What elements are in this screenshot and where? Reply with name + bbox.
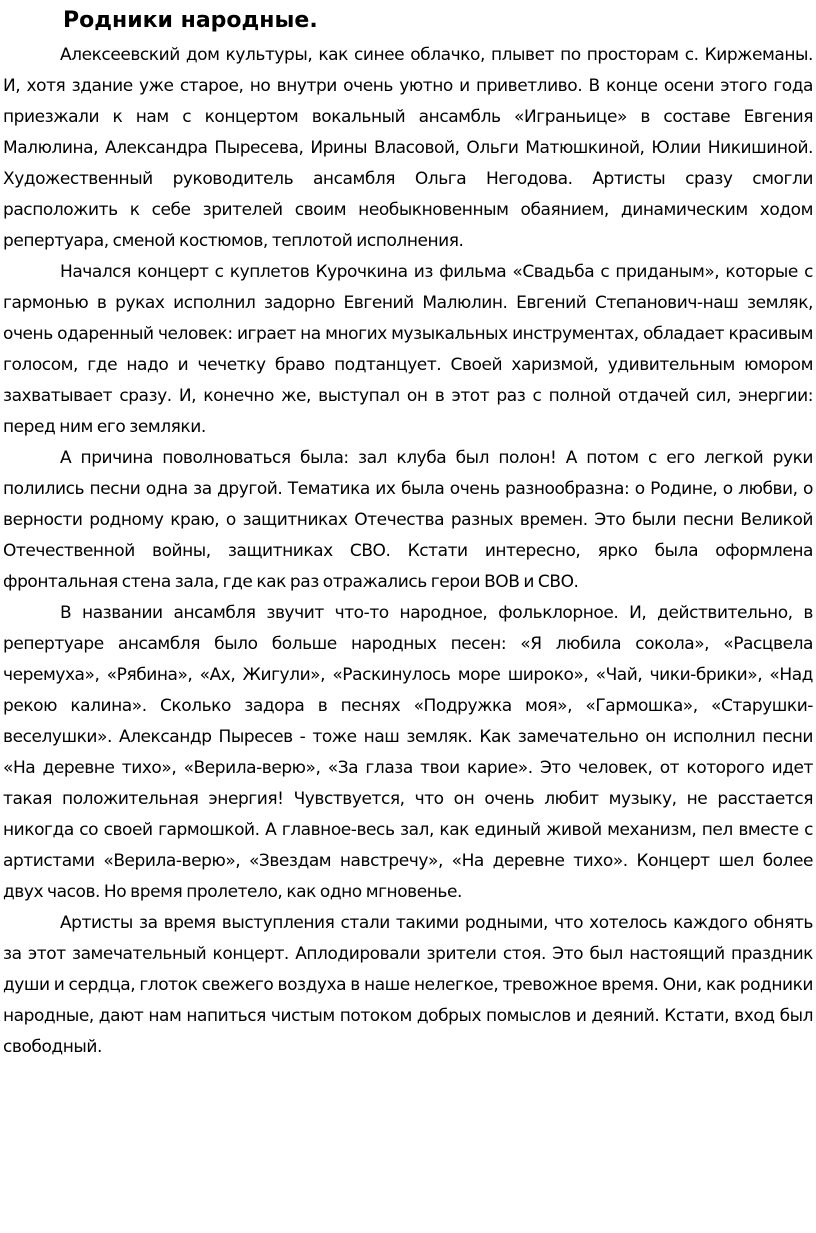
paragraph-2: Начался концерт с куплетов Курочкина из фильма «Свадьба с приданым», которые с гармонью в руках исполнил задорно Евгений Малюлин. Евгений Степанович-наш земляк, очень одаренный человек: играет на многих музыкальных инструментах, обладает красивым голосом, где надо и чечетку браво подтанцует. Своей харизмой, удивительным юмором захватывает сразу. И, конечно же, выступал он в этот раз с полной отдачей сил, энергии: перед ним его земляки. xyxy=(3,262,813,437)
paragraph-1: Алексеевский дом культуры, как синее облачко, плывет по просторам с. Киржеманы. И, хотя здание уже старое, но внутри очень уютно и приветливо. В конце осени этого года приезжали к нам с концертом вокальный ансамбль «Играньице» в составе Евгения Малюлина, Александра Пыресева, Ирины Власовой, Ольги Матюшкиной, Юлии Никишиной. Художественный руководитель ансамбля Ольга Негодова. Артисты сразу смогли расположить к себе зрителей своим необыкновенным обаянием, динамическим ходом репертуара, сменой костюмов, теплотой исполнения. xyxy=(3,45,813,251)
paragraph-4: В названии ансамбля звучит что-то народное, фольклорное. И, действительно, в репертуаре ансамбля было больше народных песен: «Я любила сокола», «Расцвела черемуха», «Рябина», «Ах, Жигули», «Раскинулось море широко», «Чай, чики-брики», «Над рекою калина». Сколько задора в песнях «Подружка моя», «Гармошка», «Старушки-веселушки». Александр Пыресев - тоже наш земляк. Как замечательно он исполнил песни «На деревне тихо», «Верила-верю», «За глаза твои карие». Это человек, от которого идет такая положительная энергия! Чувствуется, что он очень любит музыку, не расстается никогда со своей гармошкой. А главное-весь зал, как единый живой механизм, пел вместе с артистами «Верила-верю», «Звездам навстречу», «На деревне тихо». Концерт шел более двух часов. Но время пролетело, как одно мгновенье. xyxy=(3,603,813,902)
paragraph-5: Артисты за время выступления стали такими родными, что хотелось каждого обнять за этот замечательный концерт. Аплодировали зрители стоя. Это был настоящий праздник души и сердца, глоток свежего воздуха в наше нелегкое, тревожное время. Они, как родники народные, дают нам напиться чистым потоком добрых помыслов и деяний. Кстати, вход был свободный. xyxy=(3,913,813,1057)
article-title: Родники народные. xyxy=(63,8,318,33)
paragraph-3: А причина поволноваться была: зал клуба был полон! А потом с его легкой руки полились песни одна за другой. Тематика их была очень разнообразна: о Родине, о любви, о верности родному краю, о защитниках Отечества разных времен. Это были песни Великой Отечественной войны, защитниках СВО. Кстати интересно, ярко была оформлена фронтальная стена зала, где как раз отражались герои ВОВ и СВО. xyxy=(3,448,813,592)
